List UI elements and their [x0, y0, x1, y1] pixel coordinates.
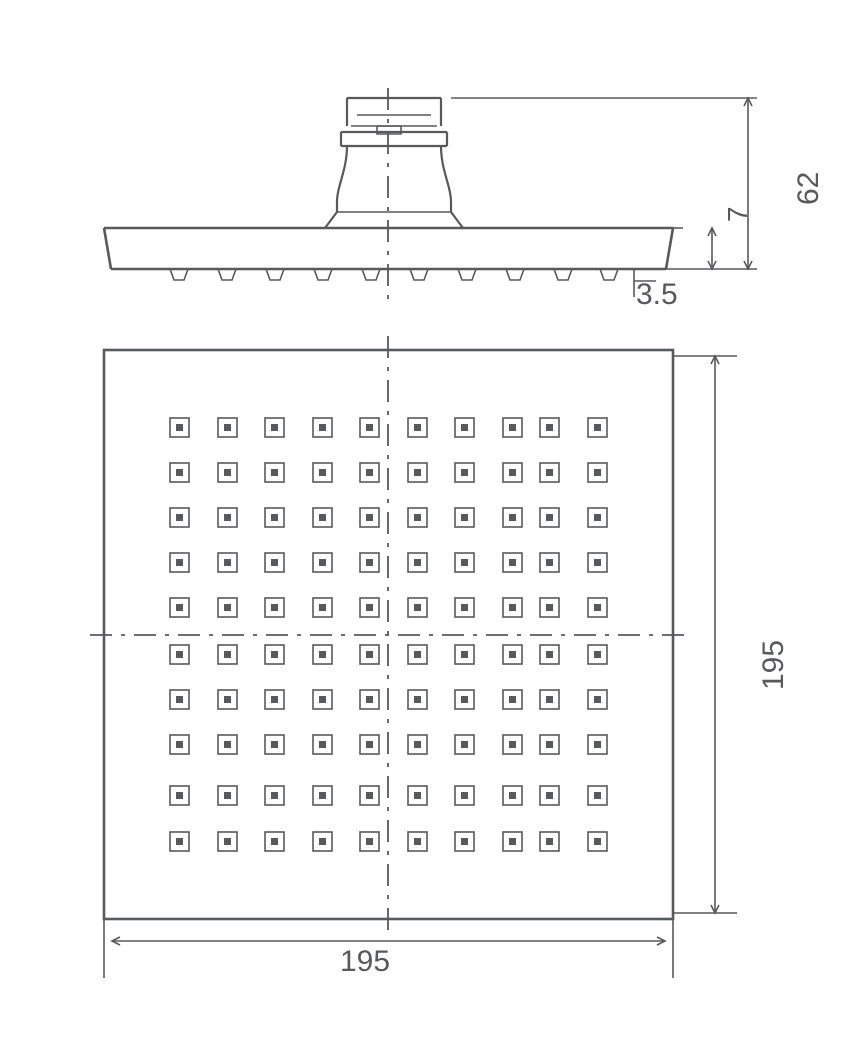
nozzle-tooth [554, 269, 572, 280]
nozzle [455, 508, 474, 527]
nozzle [170, 463, 189, 482]
nozzle [313, 645, 332, 664]
nozzle [360, 598, 379, 617]
nozzle [218, 463, 237, 482]
nozzle [455, 735, 474, 754]
nozzle [313, 463, 332, 482]
nozzle [588, 418, 607, 437]
nozzle [265, 735, 284, 754]
nozzle [588, 508, 607, 527]
nozzle [540, 786, 559, 805]
nozzle [360, 690, 379, 709]
ball-left-profile [337, 146, 347, 212]
nozzle [265, 463, 284, 482]
nozzle-tooth [506, 269, 524, 280]
nozzle [540, 553, 559, 572]
nozzle [503, 463, 522, 482]
nozzle [588, 735, 607, 754]
nozzle [360, 463, 379, 482]
dimension-label-plan-height: 195 [757, 639, 790, 690]
ball-joint-assembly [325, 98, 463, 228]
nozzle [360, 786, 379, 805]
nozzle [455, 690, 474, 709]
nozzle [503, 786, 522, 805]
nozzle [313, 598, 332, 617]
nozzle-tooth [218, 269, 236, 280]
nozzle [313, 832, 332, 851]
nozzle [265, 553, 284, 572]
nozzle [218, 598, 237, 617]
nozzle-tooth [314, 269, 332, 280]
nozzle [540, 508, 559, 527]
nozzle [455, 645, 474, 664]
nozzle [588, 598, 607, 617]
dimension-label-plate-thickness: 7 [722, 206, 753, 222]
nozzle [218, 786, 237, 805]
nozzle [360, 418, 379, 437]
nozzle [540, 645, 559, 664]
nozzle [170, 690, 189, 709]
nozzle [408, 786, 427, 805]
nozzle [540, 832, 559, 851]
nozzle [265, 645, 284, 664]
nozzle [503, 832, 522, 851]
nozzle [455, 418, 474, 437]
nozzle [360, 645, 379, 664]
nozzle [218, 508, 237, 527]
nozzle [503, 645, 522, 664]
plate-right-edge [666, 228, 673, 269]
nozzle [588, 553, 607, 572]
nozzle [170, 832, 189, 851]
nozzle [218, 645, 237, 664]
nozzle [360, 832, 379, 851]
nozzle [170, 598, 189, 617]
plan-view [90, 336, 688, 934]
nozzle [360, 508, 379, 527]
nozzle [588, 832, 607, 851]
nozzle [265, 598, 284, 617]
nozzle [408, 508, 427, 527]
nozzle [170, 508, 189, 527]
plan-view-dimension-lines [104, 356, 737, 978]
nozzle [588, 645, 607, 664]
dimension-label-overall-height: 62 [792, 171, 825, 205]
nozzle [313, 735, 332, 754]
nozzle [455, 553, 474, 572]
nozzle [265, 418, 284, 437]
dimension-label-nozzle-height: 3.5 [636, 278, 678, 311]
ball-right-profile [441, 146, 451, 212]
nozzle [588, 786, 607, 805]
nozzle [170, 735, 189, 754]
side-elevation-view [104, 88, 673, 300]
nozzle [455, 832, 474, 851]
nozzle [588, 690, 607, 709]
nozzle-tooth [458, 269, 476, 280]
nozzle [218, 553, 237, 572]
nozzle [503, 690, 522, 709]
nozzle [503, 598, 522, 617]
nozzle [408, 735, 427, 754]
nozzle-tooth [600, 269, 618, 280]
nozzle [313, 786, 332, 805]
nozzle-row-side [170, 269, 618, 280]
nozzle [313, 418, 332, 437]
base-flare-left [325, 212, 337, 228]
base-flare-right [451, 212, 463, 228]
nozzle [170, 553, 189, 572]
nozzle [313, 690, 332, 709]
nozzle [218, 832, 237, 851]
nozzle [408, 690, 427, 709]
nozzle [218, 735, 237, 754]
nozzle [170, 418, 189, 437]
nozzle [360, 735, 379, 754]
nozzle [170, 786, 189, 805]
nozzle-tooth [266, 269, 284, 280]
nozzle [408, 418, 427, 437]
nozzle [588, 463, 607, 482]
nozzle [455, 463, 474, 482]
nozzle [360, 553, 379, 572]
nozzle [540, 463, 559, 482]
side-view-dimension-lines [451, 98, 757, 297]
nozzle-tooth [170, 269, 188, 280]
dimension-label-plan-width: 195 [340, 945, 391, 978]
nozzle-tooth [362, 269, 380, 280]
nozzle [503, 553, 522, 572]
nozzle [265, 832, 284, 851]
nozzle [313, 508, 332, 527]
nozzle [455, 598, 474, 617]
nozzle [408, 553, 427, 572]
nozzle [218, 418, 237, 437]
nozzle [218, 690, 237, 709]
nozzle [265, 508, 284, 527]
nozzle [540, 598, 559, 617]
nozzle [170, 645, 189, 664]
nozzle [503, 735, 522, 754]
nozzle [503, 418, 522, 437]
plate-left-edge [104, 228, 111, 269]
nozzle-tooth [410, 269, 428, 280]
nozzle [408, 645, 427, 664]
nozzle [540, 735, 559, 754]
nozzle [265, 690, 284, 709]
nozzle [408, 832, 427, 851]
nozzle [313, 553, 332, 572]
nozzle [540, 690, 559, 709]
nozzle [503, 508, 522, 527]
nozzle [265, 786, 284, 805]
nozzle [408, 463, 427, 482]
nozzle [540, 418, 559, 437]
nozzle [455, 786, 474, 805]
nozzle [408, 598, 427, 617]
